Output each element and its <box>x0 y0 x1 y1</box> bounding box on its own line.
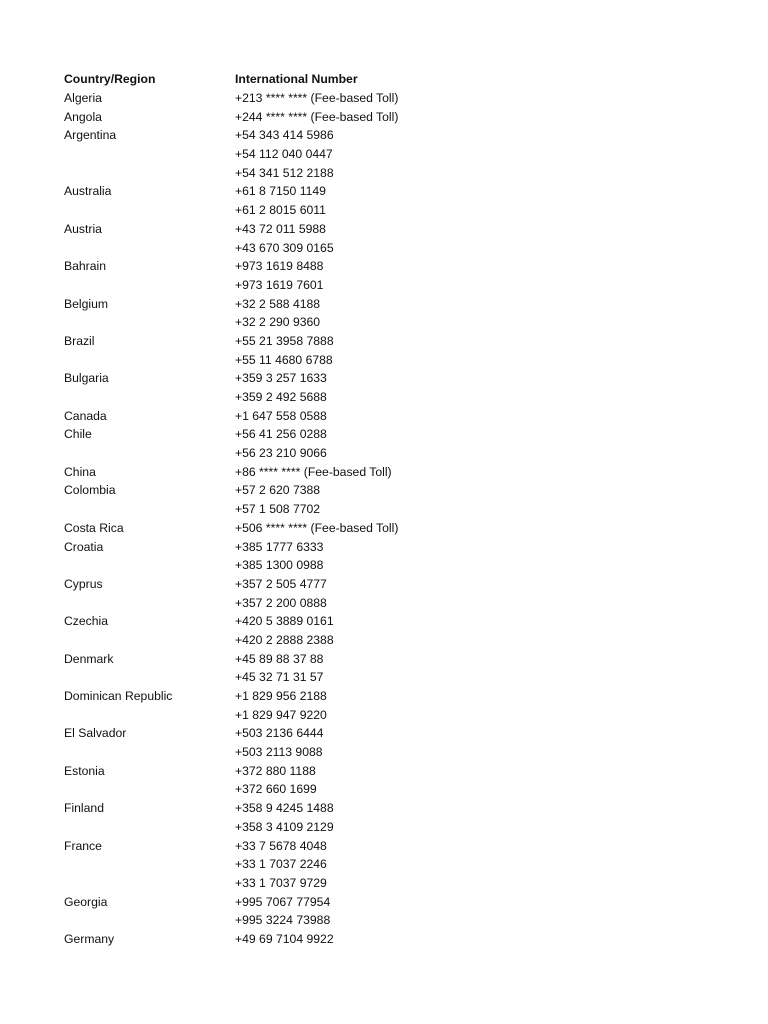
country-cell <box>64 855 235 874</box>
country-cell: El Salvador <box>64 726 127 741</box>
country-cell <box>64 780 235 799</box>
phone-number-cell: +995 7067 77954 <box>235 894 331 909</box>
country-cell: Croatia <box>64 539 104 554</box>
country-cell <box>64 164 235 183</box>
country-cell <box>64 874 235 893</box>
country-cell <box>64 313 235 332</box>
country-cell <box>64 500 235 519</box>
phone-number-cell: +57 2 620 7388 <box>235 483 321 498</box>
phone-number-cell: +503 2136 6444 <box>235 726 324 741</box>
country-region-header: Country/Region <box>64 72 156 86</box>
table-row <box>64 444 484 463</box>
phone-number-cell: +57 1 508 7702 <box>235 502 321 517</box>
table-row <box>64 257 484 276</box>
phone-number-cell: +55 11 4680 6788 <box>235 352 333 367</box>
country-cell <box>64 818 235 837</box>
phone-number-cell: +358 3 4109 2129 <box>235 819 334 834</box>
country-cell: Cyprus <box>64 576 103 591</box>
table-row <box>64 126 484 145</box>
table-row <box>64 893 484 912</box>
phone-number-cell: +54 112 040 0447 <box>235 147 333 162</box>
table-row <box>64 668 484 687</box>
country-cell: Belgium <box>64 296 109 311</box>
country-cell: Czechia <box>64 614 109 629</box>
country-cell: Dominican Republic <box>64 689 173 703</box>
phone-number-cell: +54 341 512 2188 <box>235 165 334 180</box>
phone-number-cell: +372 660 1699 <box>235 782 317 797</box>
table-row <box>64 295 484 314</box>
country-cell <box>64 145 235 164</box>
phone-number-cell: +43 670 309 0165 <box>235 240 334 255</box>
table-row <box>64 164 484 183</box>
country-cell <box>64 201 235 220</box>
table-row <box>64 631 484 650</box>
table-row <box>64 930 484 949</box>
country-cell <box>64 444 235 463</box>
country-cell: Finland <box>64 801 104 816</box>
table-row <box>64 818 484 837</box>
country-cell <box>64 743 235 762</box>
country-cell: Colombia <box>64 483 116 498</box>
table-row <box>64 463 484 482</box>
phone-number-cell: +372 880 1188 <box>235 763 316 778</box>
table-row <box>64 388 484 407</box>
table-row <box>64 89 484 108</box>
table-body <box>64 89 484 949</box>
country-cell: Angola <box>64 109 102 124</box>
country-cell: Bulgaria <box>64 371 109 386</box>
table-row <box>64 108 484 127</box>
phone-number-cell: +43 72 011 5988 <box>235 221 326 236</box>
country-cell: Germany <box>64 931 115 946</box>
table-row <box>64 239 484 258</box>
table-row <box>64 407 484 426</box>
table-row <box>64 313 484 332</box>
table-row <box>64 780 484 799</box>
country-cell: Argentina <box>64 128 117 143</box>
phone-number-cell: +54 343 414 5986 <box>235 128 334 143</box>
table-row <box>64 481 484 500</box>
table-row <box>64 706 484 725</box>
phone-number-cell: +359 3 257 1633 <box>235 371 327 386</box>
phone-number-cell: +385 1777 6333 <box>235 539 324 554</box>
country-cell: France <box>64 838 102 853</box>
table-row <box>64 145 484 164</box>
country-cell: Chile <box>64 427 92 442</box>
phone-number-cell: +420 5 3889 0161 <box>235 614 334 629</box>
country-cell: Australia <box>64 184 112 199</box>
country-cell <box>64 706 235 725</box>
phone-number-cell: +33 1 7037 9729 <box>235 875 327 890</box>
country-cell: Algeria <box>64 91 102 105</box>
country-cell <box>64 556 235 575</box>
phone-number-cell: +49 69 7104 9922 <box>235 931 334 946</box>
phone-number-cell: +358 9 4245 1488 <box>235 801 334 816</box>
table-row <box>64 425 484 444</box>
phone-number-cell: +61 2 8015 6011 <box>235 203 326 218</box>
phone-number-cell: +1 647 558 0588 <box>235 408 327 423</box>
phone-number-cell: +1 829 947 9220 <box>235 707 327 722</box>
country-cell: Denmark <box>64 651 114 666</box>
phone-number-cell: +385 1300 0988 <box>235 558 324 573</box>
table-header-row <box>64 69 484 89</box>
table-row <box>64 594 484 613</box>
table-row <box>64 855 484 874</box>
table-row <box>64 369 484 388</box>
table-row <box>64 351 484 370</box>
country-cell: Brazil <box>64 333 95 348</box>
table-row <box>64 182 484 201</box>
phone-number-cell: +420 2 2888 2388 <box>235 632 334 647</box>
table-row <box>64 519 484 538</box>
phone-number-cell: +45 32 71 31 57 <box>235 670 324 685</box>
country-cell: Austria <box>64 221 102 236</box>
table-row <box>64 556 484 575</box>
phone-number-cell: +244 **** **** (Fee-based Toll) <box>235 109 399 124</box>
country-cell: Georgia <box>64 894 108 909</box>
country-cell <box>64 631 235 650</box>
table-row <box>64 837 484 856</box>
phone-number-cell: +32 2 588 4188 <box>235 296 321 311</box>
country-cell <box>64 351 235 370</box>
table-row <box>64 500 484 519</box>
country-cell <box>64 911 235 930</box>
table-row <box>64 276 484 295</box>
phone-number-cell: +995 3224 73988 <box>235 913 331 928</box>
phone-number-cell: +55 21 3958 7888 <box>235 333 334 348</box>
phone-number-cell: +357 2 200 0888 <box>235 595 327 610</box>
country-cell: Bahrain <box>64 259 107 274</box>
phone-number-cell: +86 **** **** (Fee-based Toll) <box>235 464 392 479</box>
phone-number-cell: +213 **** **** (Fee-based Toll) <box>235 91 399 105</box>
international-number-header: International Number <box>235 72 358 86</box>
phone-number-cell: +973 1619 7601 <box>235 277 324 292</box>
table-row <box>64 874 484 893</box>
country-cell <box>64 594 235 613</box>
phone-number-cell: +357 2 505 4777 <box>235 576 327 591</box>
table-row <box>64 220 484 239</box>
table-row <box>64 538 484 557</box>
country-cell: China <box>64 464 96 479</box>
country-cell: Canada <box>64 408 107 423</box>
phone-number-cell: +33 1 7037 2246 <box>235 857 327 872</box>
phone-number-cell: +61 8 7150 1149 <box>235 184 326 199</box>
country-cell <box>64 239 235 258</box>
phone-number-cell: +56 23 210 9066 <box>235 446 327 461</box>
phone-number-cell: +56 41 256 0288 <box>235 427 327 442</box>
country-cell: Costa Rica <box>64 520 124 535</box>
phone-number-cell: +506 **** **** (Fee-based Toll) <box>235 520 399 535</box>
table-row <box>64 911 484 930</box>
table-row <box>64 687 484 706</box>
table-row <box>64 201 484 220</box>
table-row <box>64 724 484 743</box>
phone-number-cell: +973 1619 8488 <box>235 259 324 274</box>
country-cell: Estonia <box>64 763 105 778</box>
country-cell <box>64 668 235 687</box>
phone-number-cell: +32 2 290 9360 <box>235 315 321 330</box>
phone-number-cell: +45 89 88 37 88 <box>235 651 324 666</box>
table-row <box>64 575 484 594</box>
table-row <box>64 762 484 781</box>
international-number-table <box>64 69 484 949</box>
phone-number-cell: +33 7 5678 4048 <box>235 838 327 853</box>
phone-number-cell: +359 2 492 5688 <box>235 390 327 404</box>
table-row <box>64 612 484 631</box>
table-row <box>64 743 484 762</box>
phone-number-cell: +1 829 956 2188 <box>235 689 327 703</box>
table-row <box>64 799 484 818</box>
phone-number-cell: +503 2113 9088 <box>235 745 323 760</box>
table-row <box>64 332 484 351</box>
table-row <box>64 650 484 669</box>
country-cell <box>64 388 235 407</box>
country-cell <box>64 276 235 295</box>
